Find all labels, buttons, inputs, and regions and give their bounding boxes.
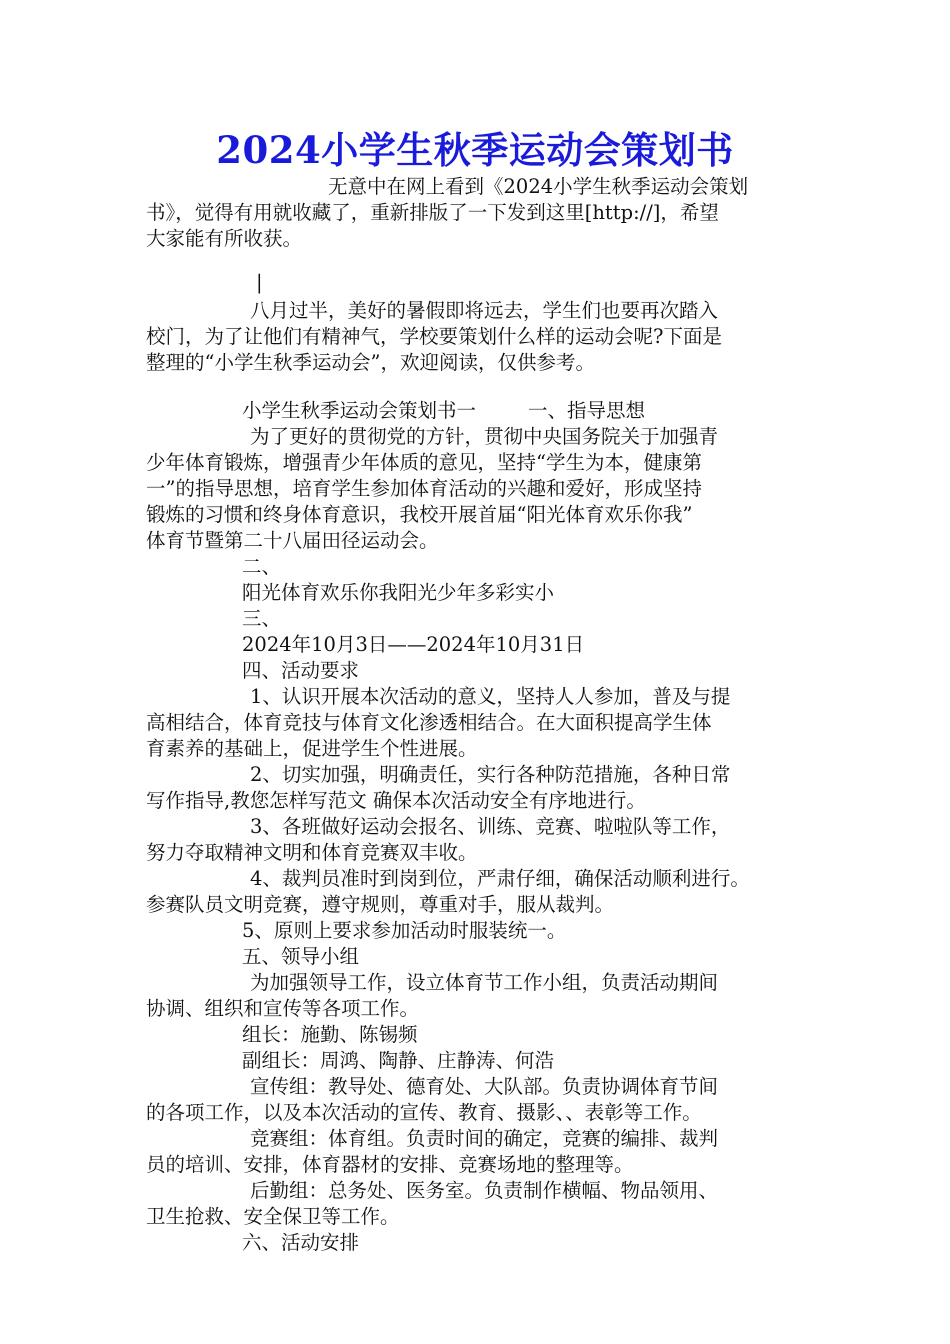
body-line: 的各项工作，以及本次活动的宣传、教育、摄影、、表彰等工作。: [146, 1101, 702, 1124]
body-line: 体育节暨第二十八届田径运动会。: [146, 529, 439, 552]
body-line: 为加强领导工作，设立体育节工作小组，负责活动期间: [250, 971, 719, 994]
body-line: 六、活动安排: [242, 1231, 360, 1254]
body-line: 组长：施勤、陈锡频: [242, 1023, 418, 1046]
body-line: 五、领导小组: [242, 945, 360, 968]
body-line: 3、各班做好运动会报名、训练、竞赛、啦啦队等工作，: [250, 815, 731, 838]
body-line: 员的培训、安排，体育器材的安排、竞赛场地的整理等。: [146, 1153, 634, 1176]
body-line: 阳光体育欢乐你我阳光少年多彩实小: [242, 581, 555, 604]
body-line: 为了更好的贯彻党的方针，贯彻中央国务院关于加强青: [250, 425, 719, 448]
body-line: 5、原则上要求参加活动时服装统一。: [242, 919, 567, 942]
body-line: 副组长：周鸿、陶静、庄静涛、何浩: [242, 1049, 555, 1072]
body-line: 少年体育锻炼，增强青少年体质的意见，坚持“学生为本，健康第: [146, 451, 702, 474]
intro-line: 大家能有所收获。: [146, 227, 303, 250]
section-heading-left: 小学生秋季运动会策划书一: [242, 399, 477, 422]
body-line: 努力夺取精神文明和体育竞赛双丰收。: [146, 841, 478, 864]
preface-line: 八月过半，美好的暑假即将远去，学生们也要再次踏入: [250, 299, 719, 322]
body-line: 卫生抢救、安全保卫等工作。: [146, 1205, 400, 1228]
body-line: 后勤组：总务处、医务室。负责制作横幅、物品领用、: [250, 1179, 719, 1202]
body-line: 高相结合，体育竞技与体育文化渗透相结合。在大面积提高学生体: [146, 711, 712, 734]
body-line: 竞赛组：体育组。负责时间的确定，竞赛的编排、裁判: [250, 1127, 719, 1150]
body-line: 参赛队员文明竞赛，遵守规则，尊重对手，服从裁判。: [146, 893, 615, 916]
body-paragraphs: [146, 424, 814, 1256]
body-line: 2024年10月3日——2024年10月31日: [242, 633, 585, 656]
body-line: 四、活动要求: [242, 659, 360, 682]
intro-line: 无意中在网上看到《2024小学生秋季运动会策划: [328, 175, 749, 198]
body-line: 三、: [242, 607, 282, 630]
body-line: 宣传组：教导处、德育处、大队部。负责协调体育节间: [250, 1075, 719, 1098]
body-line: 1、认识开展本次活动的意义，坚持人人参加，普及与提: [250, 685, 731, 708]
body-line: 协调、组织和宣传等各项工作。: [146, 997, 420, 1020]
body-line: 4、裁判员准时到岗到位，严肃仔细，确保活动顺利进行。: [250, 867, 750, 890]
preface-paragraph: [146, 298, 814, 376]
body-line: 锻炼的习惯和终身体育意识，我校开展首届“阳光体育欢乐你我”: [146, 503, 693, 526]
body-line: 育素养的基础上，促进学生个性进展。: [146, 737, 478, 760]
preface-line: 整理的“小学生秋季运动会”，欢迎阅读，仅供参考。: [146, 351, 595, 374]
cursor-line: [146, 270, 814, 296]
section-heading-right: 一、指导思想: [528, 399, 646, 422]
text-cursor-mark: |: [256, 271, 263, 294]
body-line: 二、: [242, 555, 282, 578]
preface-line: 校门，为了让他们有精神气，学校要策划什么样的运动会呢?下面是: [146, 325, 722, 348]
intro-paragraph: [146, 174, 814, 252]
intro-line: 书》，觉得有用就收藏了，重新排版了一下发到这里[http://]，希望: [146, 201, 719, 224]
body-line: 2、切实加强，明确责任，实行各种防范措施，各种日常: [250, 763, 731, 786]
body-line: 一”的指导思想，培育学生参加体育活动的兴趣和爱好，形成坚持: [146, 477, 702, 500]
section-heading: [146, 398, 814, 424]
document-title: 2024小学生秋季运动会策划书: [216, 128, 734, 172]
body-line: 写作指导,教您怎样写范文 确保本次活动安全有序地进行。: [146, 789, 646, 812]
